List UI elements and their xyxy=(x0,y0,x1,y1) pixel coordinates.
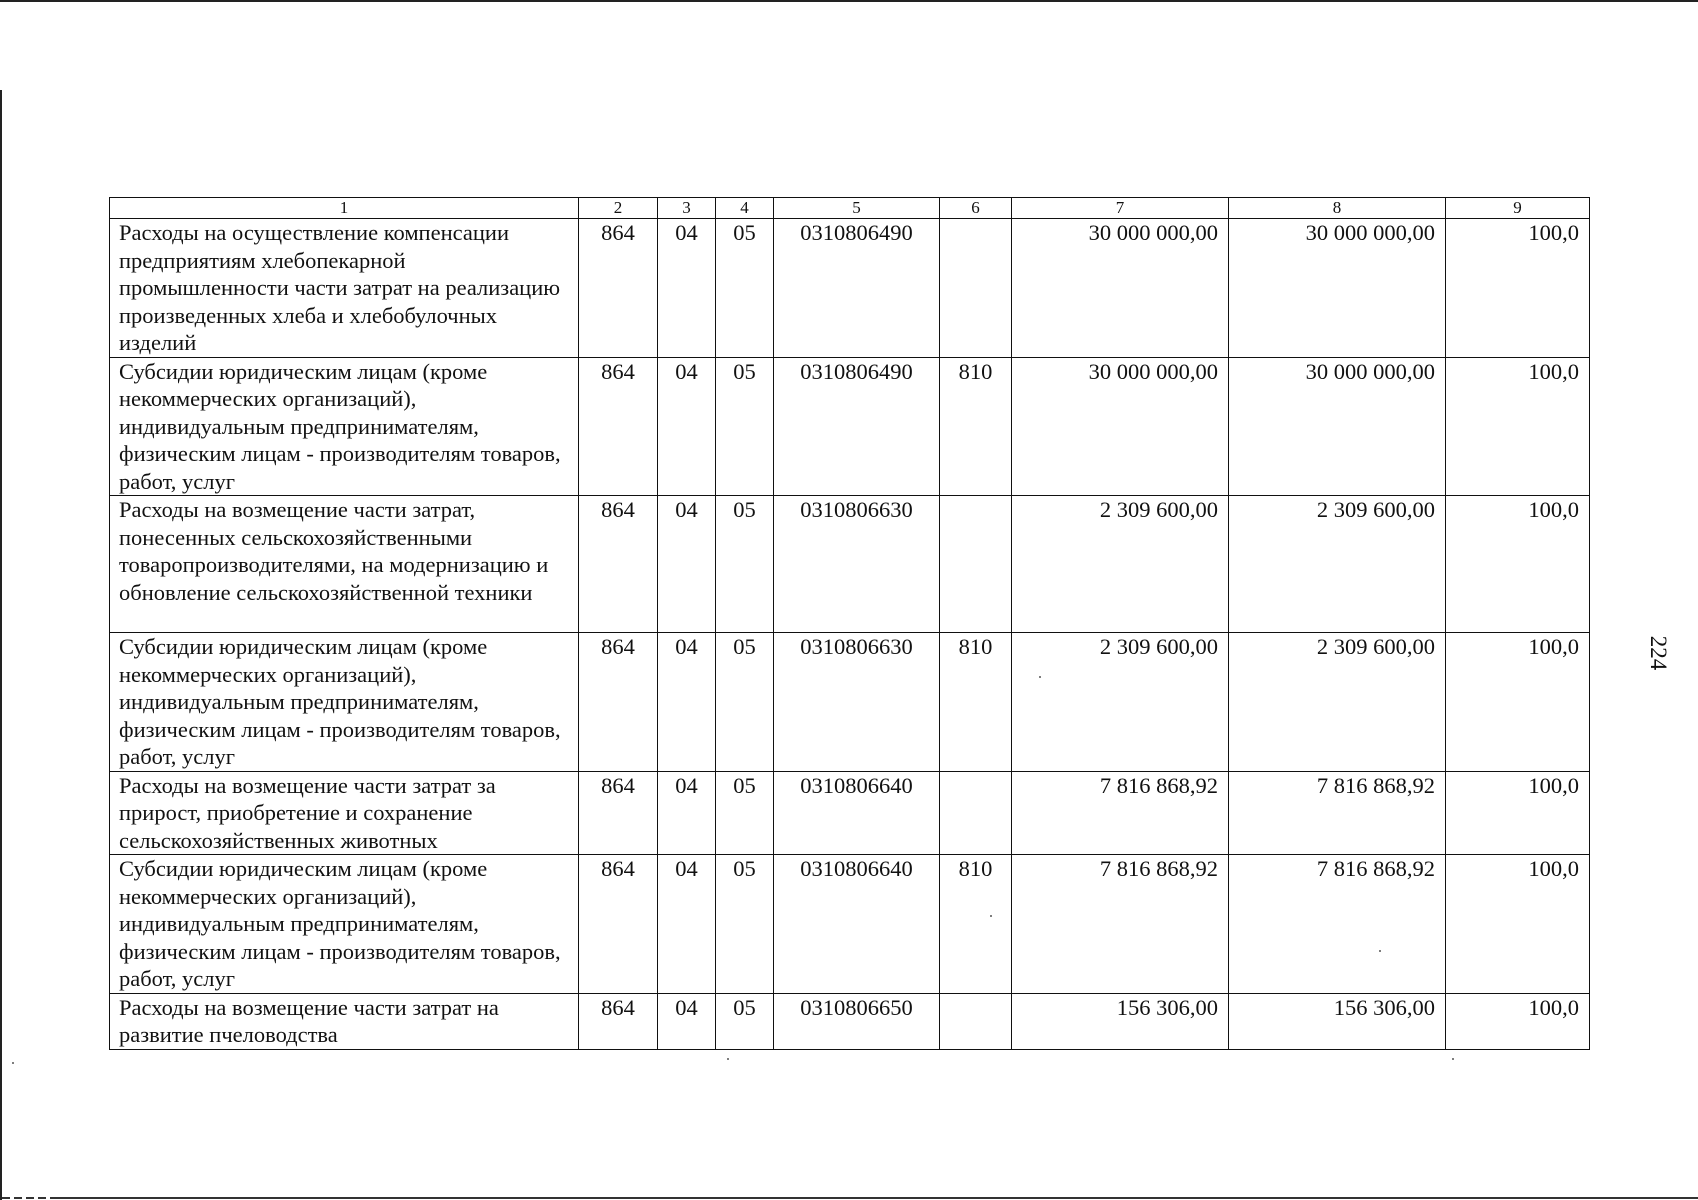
row-expense-type xyxy=(940,993,1012,1049)
row-code-admin: 864 xyxy=(579,633,658,772)
row-expense-type: 810 xyxy=(940,855,1012,994)
row-name: Субсидии юридическим лицам (кроме некоммерческих организаций), индивидуальным предпринимателям, физическим лицам - производителям товаров, работ, услуг xyxy=(110,357,579,496)
row-name: Субсидии юридическим лицам (кроме некоммерческих организаций), индивидуальным предпринимателям, физическим лицам - производителям товаров, работ, услуг xyxy=(110,633,579,772)
column-header: 8 xyxy=(1229,198,1446,219)
row-actual-amount: 2 309 600,00 xyxy=(1229,633,1446,772)
row-section: 04 xyxy=(658,219,716,358)
row-section: 04 xyxy=(658,855,716,994)
row-actual-amount: 7 816 868,92 xyxy=(1229,771,1446,855)
scan-speck xyxy=(12,1062,14,1064)
row-percent: 100,0 xyxy=(1446,496,1590,633)
row-actual-amount: 30 000 000,00 xyxy=(1229,219,1446,358)
row-expense-type: 810 xyxy=(940,357,1012,496)
row-name: Расходы на возмещение части затрат, понесенных сельскохозяйственными товаропроизводителями, на модернизацию и обновление сельскохозяйственной техники xyxy=(110,496,579,633)
budget-table xyxy=(109,197,1590,1050)
column-header: 1 xyxy=(110,198,579,219)
column-header: 3 xyxy=(658,198,716,219)
row-target-article: 0310806650 xyxy=(774,993,940,1049)
column-header: 7 xyxy=(1012,198,1229,219)
scan-speck xyxy=(727,1058,729,1060)
row-planned-amount: 30 000 000,00 xyxy=(1012,357,1229,496)
scan-speck xyxy=(1039,676,1041,678)
column-header: 4 xyxy=(716,198,774,219)
row-expense-type xyxy=(940,771,1012,855)
table-row xyxy=(110,633,1590,772)
row-percent: 100,0 xyxy=(1446,855,1590,994)
row-section: 04 xyxy=(658,771,716,855)
row-percent: 100,0 xyxy=(1446,219,1590,358)
row-subsection: 05 xyxy=(716,771,774,855)
row-percent: 100,0 xyxy=(1446,357,1590,496)
table-header xyxy=(110,198,1590,219)
row-target-article: 0310806640 xyxy=(774,771,940,855)
row-planned-amount: 2 309 600,00 xyxy=(1012,496,1229,633)
row-code-admin: 864 xyxy=(579,357,658,496)
row-subsection: 05 xyxy=(716,219,774,358)
row-planned-amount: 2 309 600,00 xyxy=(1012,633,1229,772)
table-row xyxy=(110,496,1590,633)
row-expense-type xyxy=(940,219,1012,358)
row-subsection: 05 xyxy=(716,855,774,994)
row-planned-amount: 30 000 000,00 xyxy=(1012,219,1229,358)
row-planned-amount: 7 816 868,92 xyxy=(1012,771,1229,855)
row-subsection: 05 xyxy=(716,633,774,772)
scan-speck xyxy=(990,915,992,917)
row-code-admin: 864 xyxy=(579,496,658,633)
row-name: Расходы на возмещение части затрат на развитие пчеловодства xyxy=(110,993,579,1049)
row-target-article: 0310806490 xyxy=(774,219,940,358)
row-expense-type: 810 xyxy=(940,633,1012,772)
row-section: 04 xyxy=(658,496,716,633)
table-row xyxy=(110,771,1590,855)
table-row xyxy=(110,219,1590,358)
row-code-admin: 864 xyxy=(579,993,658,1049)
row-target-article: 0310806490 xyxy=(774,357,940,496)
row-expense-type xyxy=(940,496,1012,633)
scan-edge-top xyxy=(0,0,1698,2)
row-percent: 100,0 xyxy=(1446,993,1590,1049)
row-target-article: 0310806640 xyxy=(774,855,940,994)
row-name: Субсидии юридическим лицам (кроме некоммерческих организаций), индивидуальным предпринимателям, физическим лицам - производителям товаров, работ, услуг xyxy=(110,855,579,994)
column-header: 2 xyxy=(579,198,658,219)
row-section: 04 xyxy=(658,993,716,1049)
row-name: Расходы на осуществление компенсации предприятиям хлебопекарной промышленности части затрат на реализацию произведенных хлеба и хлебобулочных изделий xyxy=(110,219,579,358)
scan-speck xyxy=(1452,1058,1454,1060)
row-target-article: 0310806630 xyxy=(774,496,940,633)
row-code-admin: 864 xyxy=(579,771,658,855)
row-subsection: 05 xyxy=(716,357,774,496)
row-section: 04 xyxy=(658,357,716,496)
row-section: 04 xyxy=(658,633,716,772)
table-row xyxy=(110,855,1590,994)
row-target-article: 0310806630 xyxy=(774,633,940,772)
row-code-admin: 864 xyxy=(579,219,658,358)
scan-edge-bottom xyxy=(50,1197,1698,1199)
column-header: 6 xyxy=(940,198,1012,219)
table-row xyxy=(110,357,1590,496)
row-percent: 100,0 xyxy=(1446,633,1590,772)
row-actual-amount: 7 816 868,92 xyxy=(1229,855,1446,994)
column-header: 9 xyxy=(1446,198,1590,219)
column-header: 5 xyxy=(774,198,940,219)
row-planned-amount: 156 306,00 xyxy=(1012,993,1229,1049)
header-row xyxy=(110,198,1590,219)
scan-edge-left xyxy=(0,90,2,1200)
row-code-admin: 864 xyxy=(579,855,658,994)
row-actual-amount: 156 306,00 xyxy=(1229,993,1446,1049)
scan-edge-bottom-dash xyxy=(2,1197,46,1199)
row-percent: 100,0 xyxy=(1446,771,1590,855)
row-subsection: 05 xyxy=(716,993,774,1049)
row-actual-amount: 2 309 600,00 xyxy=(1229,496,1446,633)
row-planned-amount: 7 816 868,92 xyxy=(1012,855,1229,994)
page-number: 224 xyxy=(1646,635,1671,671)
row-name: Расходы на возмещение части затрат за прирост, приобретение и сохранение сельскохозяйственных животных xyxy=(110,771,579,855)
table-row xyxy=(110,993,1590,1049)
row-actual-amount: 30 000 000,00 xyxy=(1229,357,1446,496)
row-subsection: 05 xyxy=(716,496,774,633)
scan-speck xyxy=(1379,950,1381,952)
table-body xyxy=(110,219,1590,1050)
